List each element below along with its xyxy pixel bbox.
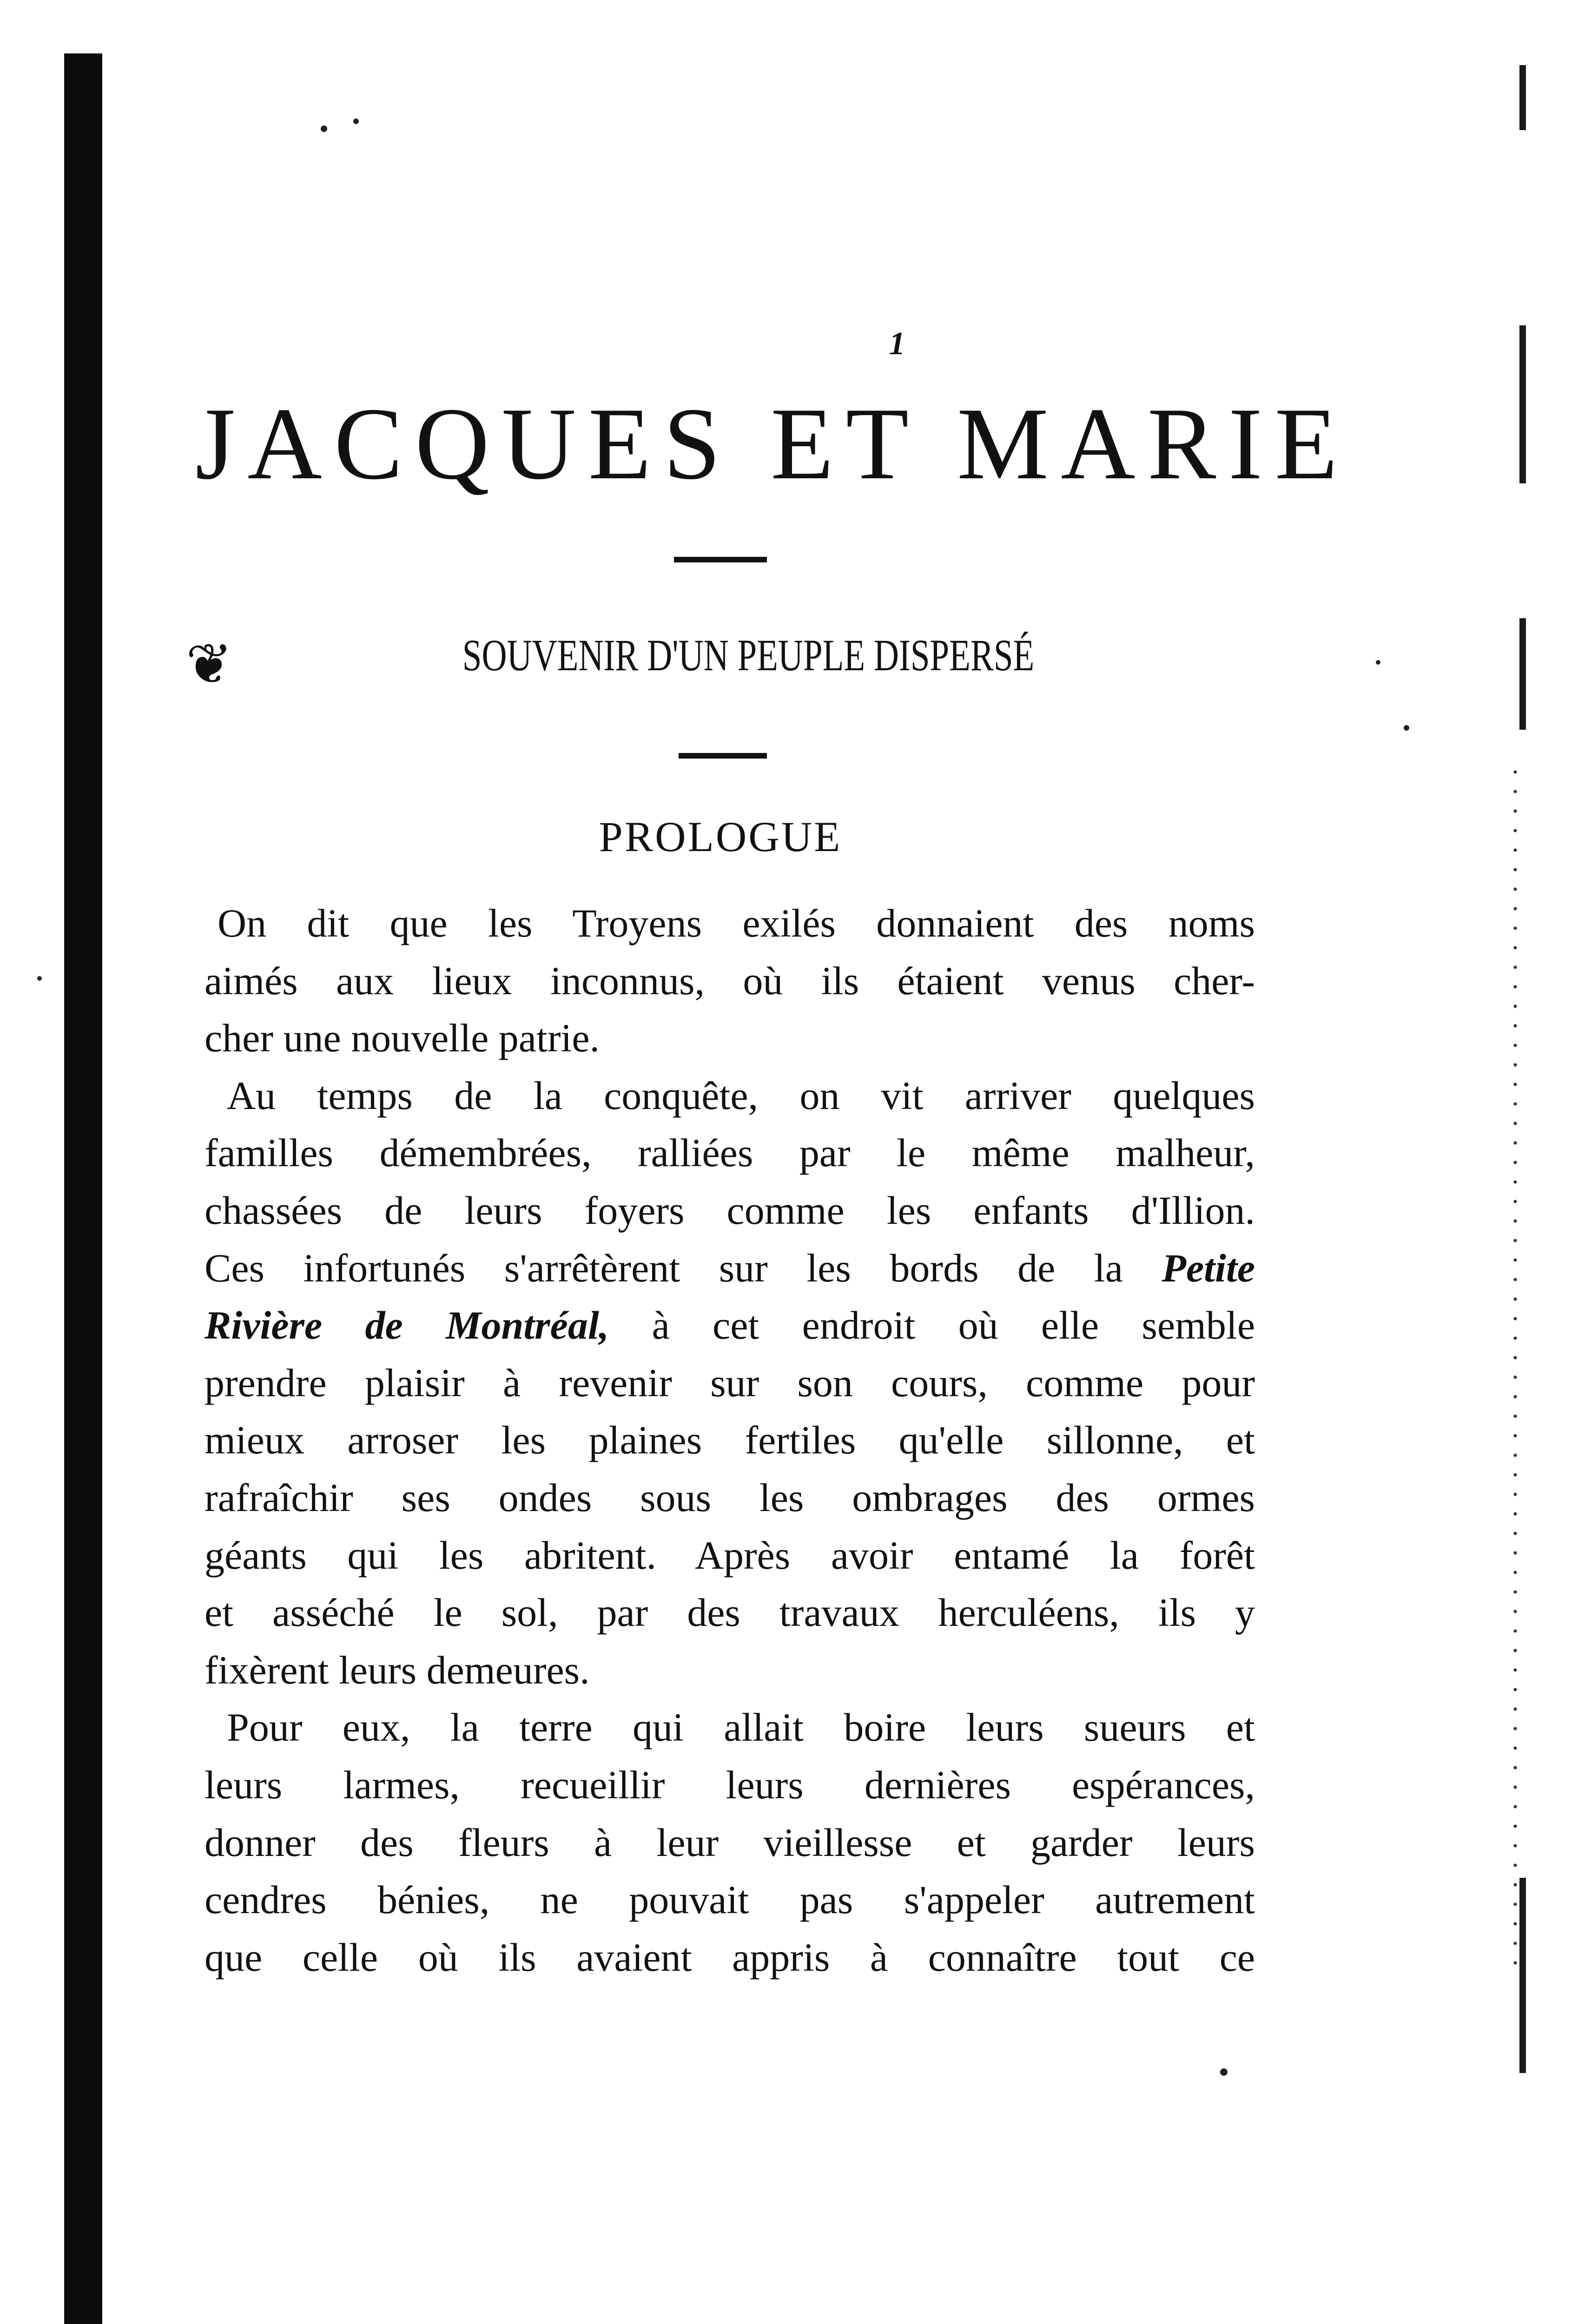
- fleuron-ornament-icon: ❦: [185, 632, 233, 697]
- text-line: prendre plaisir à revenir sur son cours, comme pour: [205, 1360, 1255, 1405]
- scan-speck: [1220, 2068, 1228, 2076]
- right-margin-edge: [1499, 65, 1532, 2017]
- text-line: rafraîchir ses ondes sous les ombrages des ormes: [205, 1475, 1255, 1520]
- text-line: cher une nouvelle patrie.: [205, 1016, 600, 1061]
- text-segment: Ces infortunés s'arrêtèrent sur les bords de la: [205, 1245, 1123, 1290]
- title-rule: [674, 557, 767, 562]
- text-line: Au temps de la conquête, on vit arriver quelques: [227, 1073, 1255, 1118]
- text-line: chassées de leurs foyers comme les enfants d'Illion.: [205, 1188, 1255, 1233]
- text-line: [205, 1240, 1255, 1297]
- text-line: donner des fleurs à leur vieillesse et garder leurs: [205, 1820, 1255, 1865]
- text-line: leurs larmes, recueillir leurs dernières espérances,: [205, 1762, 1255, 1807]
- section-heading: PROLOGUE: [599, 813, 842, 860]
- scan-speck: [321, 125, 327, 132]
- text-line: aimés aux lieux inconnus, où ils étaient venus cher-: [205, 958, 1255, 1003]
- binding-shadow-bar: [64, 53, 102, 2324]
- scan-speck: [353, 119, 359, 124]
- book-subtitle: SOUVENIR D'UN PEUPLE DISPERSÉ: [462, 630, 1035, 680]
- text-line: mieux arroser les plaines fertiles qu'elle sillonne, et: [205, 1418, 1255, 1463]
- text-line: fixèrent leurs demeures.: [205, 1647, 590, 1692]
- italic-place-name: Rivière de Montréal,: [205, 1303, 609, 1348]
- folio-mark: 1: [889, 326, 905, 362]
- text-line: que celle où ils avaient appris à connaître tout ce: [205, 1934, 1255, 1980]
- text-segment: à cet endroit où elle semble: [652, 1303, 1255, 1348]
- text-line: [205, 1297, 1255, 1354]
- italic-place-name: Petite: [1162, 1245, 1255, 1290]
- text-line: familles démembrées, ralliées par le même malheur,: [205, 1130, 1255, 1175]
- text-line: géants qui les abritent. Après avoir entamé la forêt: [205, 1532, 1255, 1578]
- text-line: On dit que les Troyens exilés donnaient des noms: [218, 901, 1255, 945]
- scan-speck: [1404, 725, 1409, 731]
- body-text: [205, 895, 1255, 1986]
- text-line: cendres bénies, ne pouvait pas s'appeler autrement: [205, 1877, 1255, 1922]
- book-title: JACQUES ET MARIE: [195, 387, 1350, 501]
- scan-speck: [1376, 660, 1380, 665]
- subtitle-rule: [679, 753, 767, 759]
- scan-speck: [37, 976, 42, 981]
- text-line: Pour eux, la terre qui allait boire leurs sueurs et: [227, 1705, 1255, 1750]
- text-line: et asséché le sol, par des travaux herculéens, ils y: [205, 1590, 1255, 1635]
